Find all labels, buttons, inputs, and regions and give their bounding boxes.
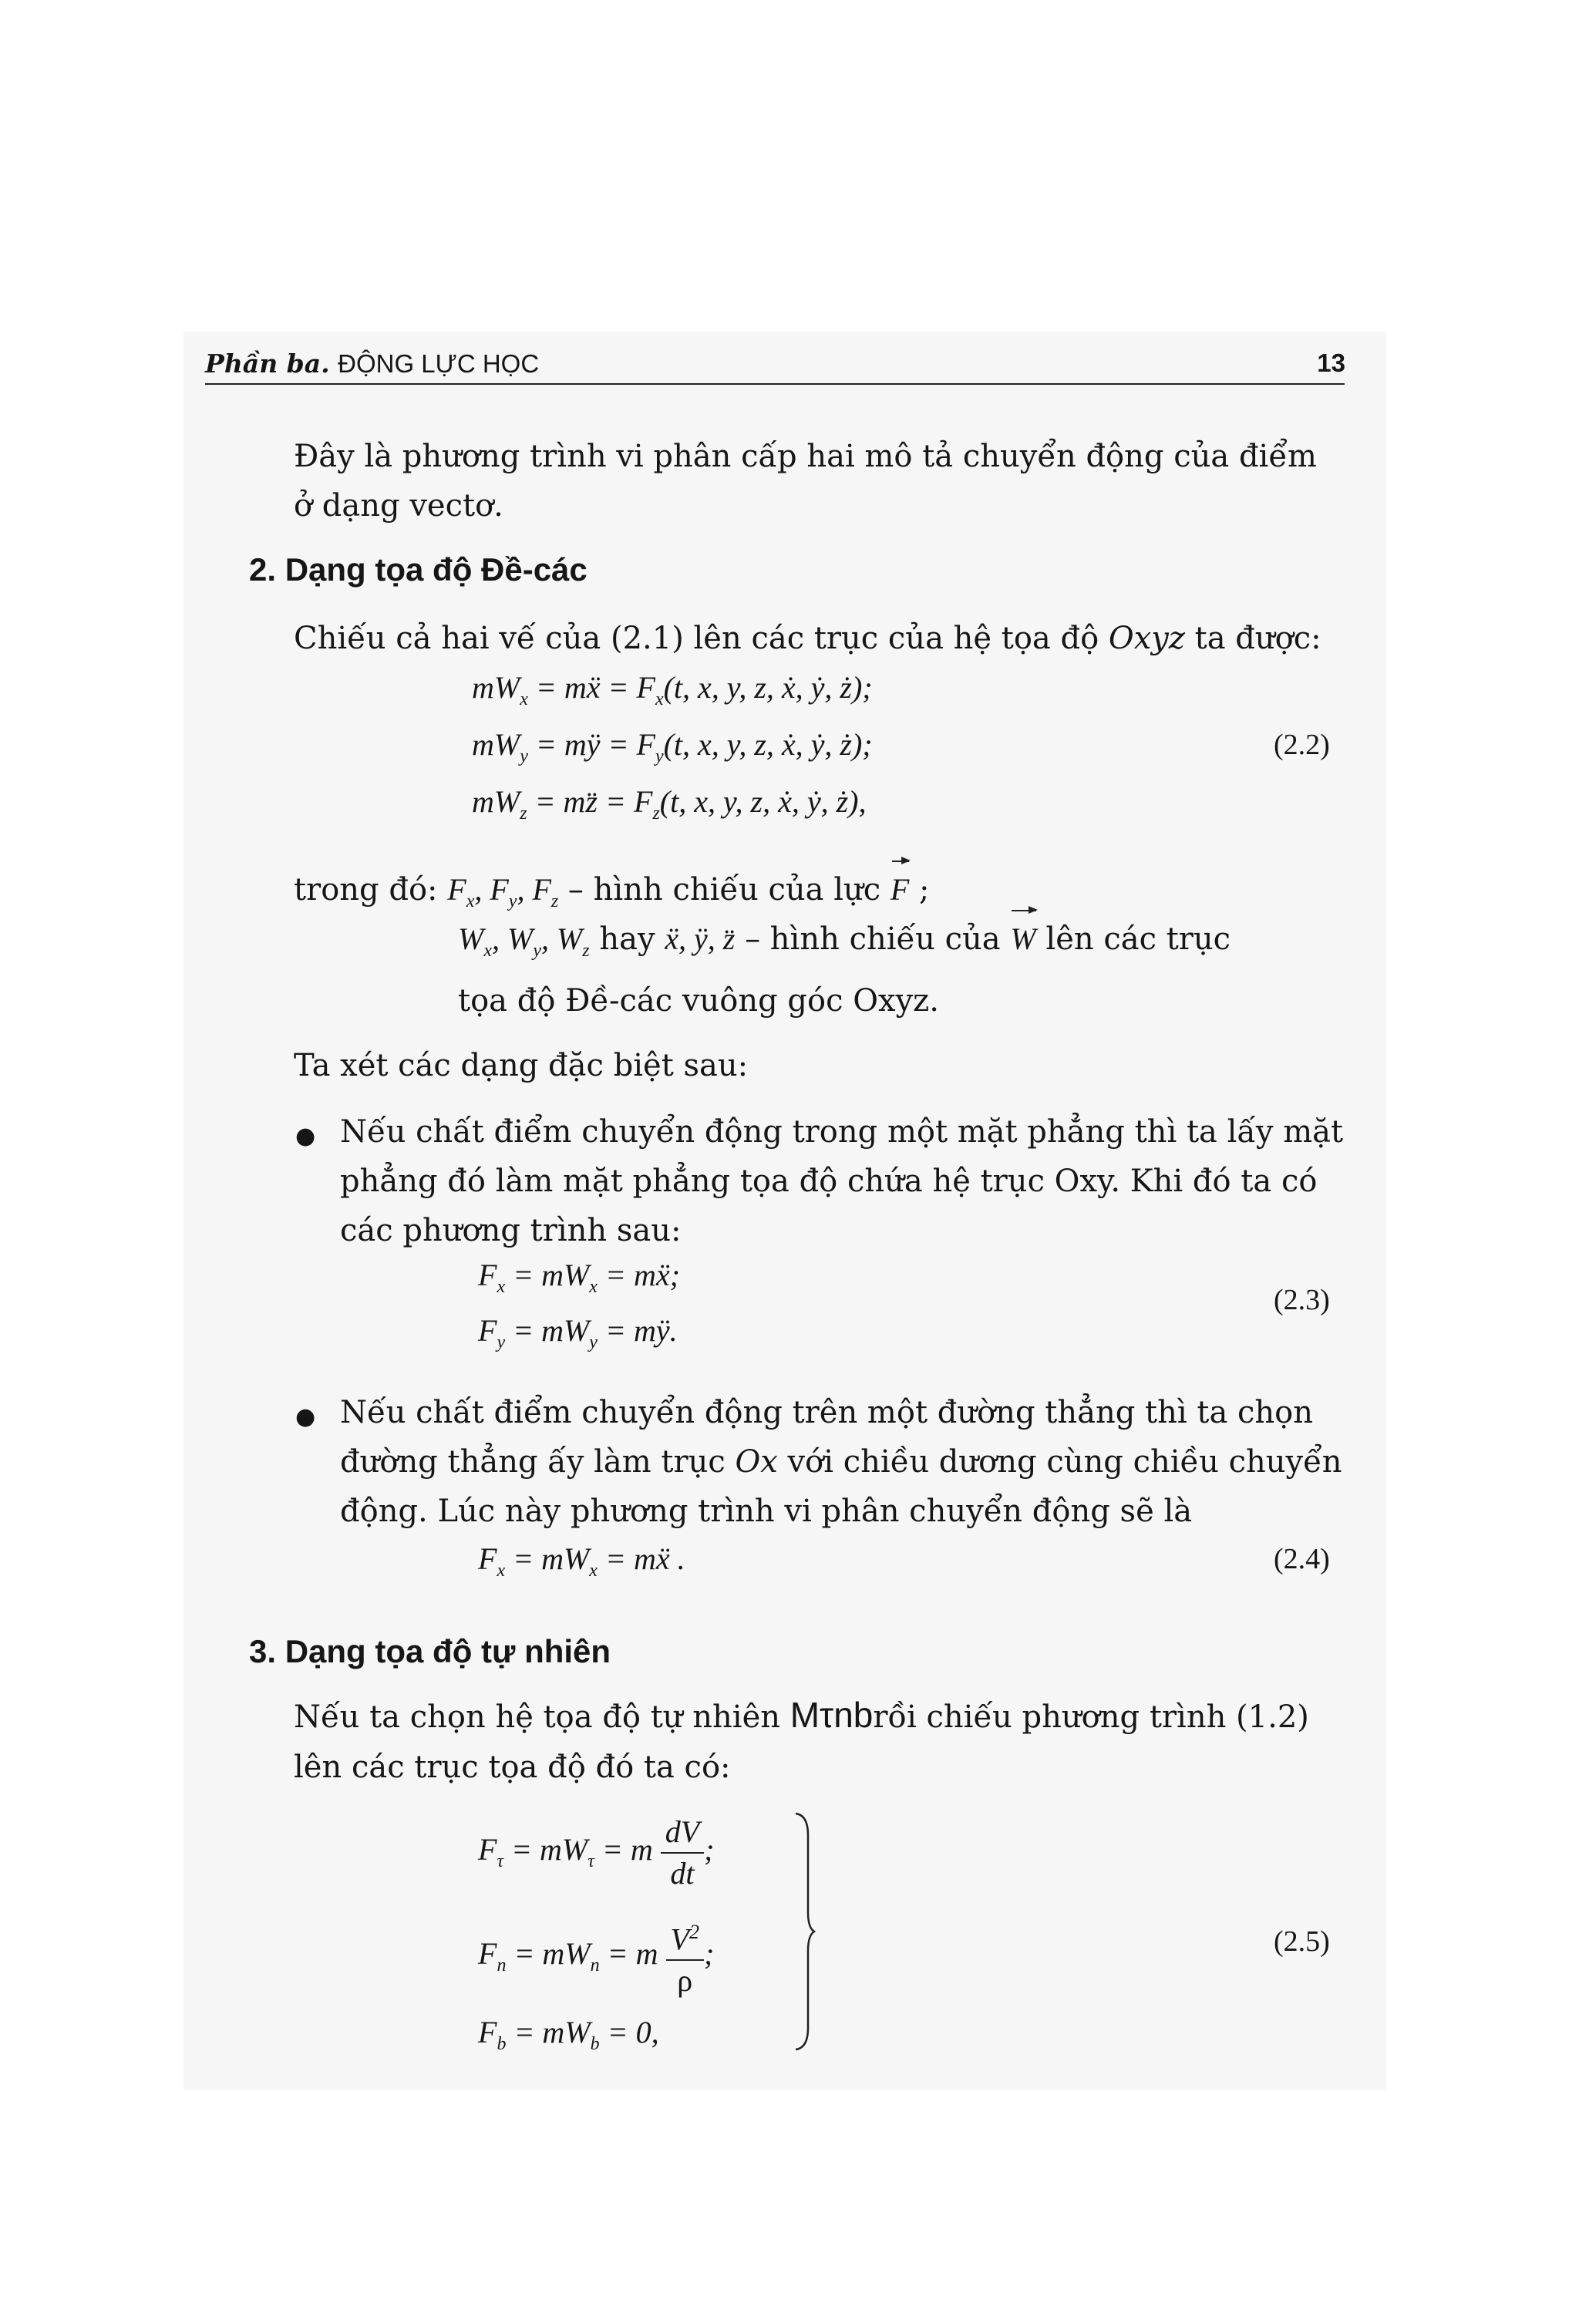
bullet-2-line-2: đường thẳng ấy làm trục Ox với chiều dương cùng chiều chuyển	[340, 1444, 1342, 1480]
acceleration-vector-symbol: W	[1010, 914, 1035, 964]
equation-2-5-n: $F_n = mW_n = m$ $\frac{V^2}{\rho}$ ;	[478, 1912, 714, 2001]
equation-2-2-x: $mW_x$ = mẍ = $F_x(t$, x, y, z, ẋ, ẏ, ż);	[472, 670, 873, 709]
equation-2-3-x: $F_x = mW_x$ = mẍ;	[478, 1258, 680, 1297]
section-3-line-1: Nếu ta chọn hệ tọa độ tự nhiên Mτnbrồi chiếu phương trình (1.2)	[294, 1695, 1309, 1735]
right-brace	[794, 1812, 816, 2051]
page-number: 13	[1317, 349, 1345, 377]
section-2-intro: Chiếu cả hai vế của (2.1) lên các trục của hệ tọa độ Oxyz ta được:	[294, 621, 1321, 656]
equation-2-2-y: $mW_y$ = mÿ = $F_y(t$, x, y, z, ẋ, ẏ, ż);	[472, 727, 873, 766]
equation-label-2-4: (2.4)	[1274, 1543, 1330, 1575]
running-header	[205, 349, 539, 379]
section-3-line-2: lên các trục tọa độ đó ta có:	[294, 1750, 731, 1785]
equation-2-2-z: $mW_z$ = mz̈ = $F_z(t$, x, y, z, ẋ, ẏ, ż),	[472, 784, 867, 824]
equation-label-2-3: (2.3)	[1274, 1284, 1330, 1316]
intro-line-1: Đây là phương trình vi phân cấp hai mô tả chuyển động của điểm	[294, 439, 1317, 474]
intro-line-2: ở dạng vectơ.	[294, 488, 503, 524]
equation-2-5-tau: $F_\tau = mW_\tau = m$ $\frac{dV}{dt}$ ;	[478, 1812, 714, 1894]
bullet-2-line-3: động. Lúc này phương trình vi phân chuyển động sẽ là	[340, 1494, 1193, 1529]
equation-2-4: $F_x = mW_x$ = mẍ .	[478, 1541, 685, 1581]
where-line-1: trong đó: $F_x$, $F_y$, $F_z$ – hình chiếu của lực F ;	[294, 865, 930, 926]
bullet-1-line-1: Nếu chất điểm chuyển động trong một mặt phẳng thì ta lấy mặt	[340, 1114, 1344, 1150]
equation-2-3-y: $F_y = mW_y$ = mÿ.	[478, 1313, 678, 1352]
bullet-1-line-2: phẳng đó làm mặt phẳng tọa độ chứa hệ trục Oxy. Khi đó ta có	[340, 1164, 1318, 1199]
where-line-2: $W_x$, $W_y$, $W_z$ hay ẍ, ÿ, z̈ – hình chiếu của W lên các trục	[458, 914, 1231, 975]
header-section: ĐỘNG LỰC HỌC	[338, 349, 540, 378]
section-3-title: 3. Dạng tọa độ tự nhiên	[249, 1633, 611, 1669]
force-vector-symbol: F	[891, 865, 909, 914]
where-line-3: tọa độ Đề-các vuông góc Oxyz.	[458, 983, 939, 1019]
bullet-1-line-3: các phương trình sau:	[340, 1213, 682, 1248]
equation-label-2-5: (2.5)	[1274, 1925, 1330, 1958]
equation-label-2-2: (2.2)	[1274, 729, 1330, 761]
header-rule	[205, 383, 1345, 385]
section-2-title: 2. Dạng tọa độ Đề-các	[249, 551, 587, 588]
header-part: Phần ba.	[205, 349, 330, 379]
bullet-1-marker: ●	[295, 1123, 316, 1150]
bullet-2-line-1: Nếu chất điểm chuyển động trên một đường thẳng thì ta chọn	[340, 1395, 1314, 1430]
natural-frame-symbol: Mτnb	[790, 1695, 874, 1735]
bullet-2-marker: ●	[295, 1403, 316, 1430]
special-cases-intro: Ta xét các dạng đặc biệt sau:	[294, 1048, 749, 1083]
equation-2-5-b: $F_b = mW_b = 0$,	[478, 2015, 659, 2054]
